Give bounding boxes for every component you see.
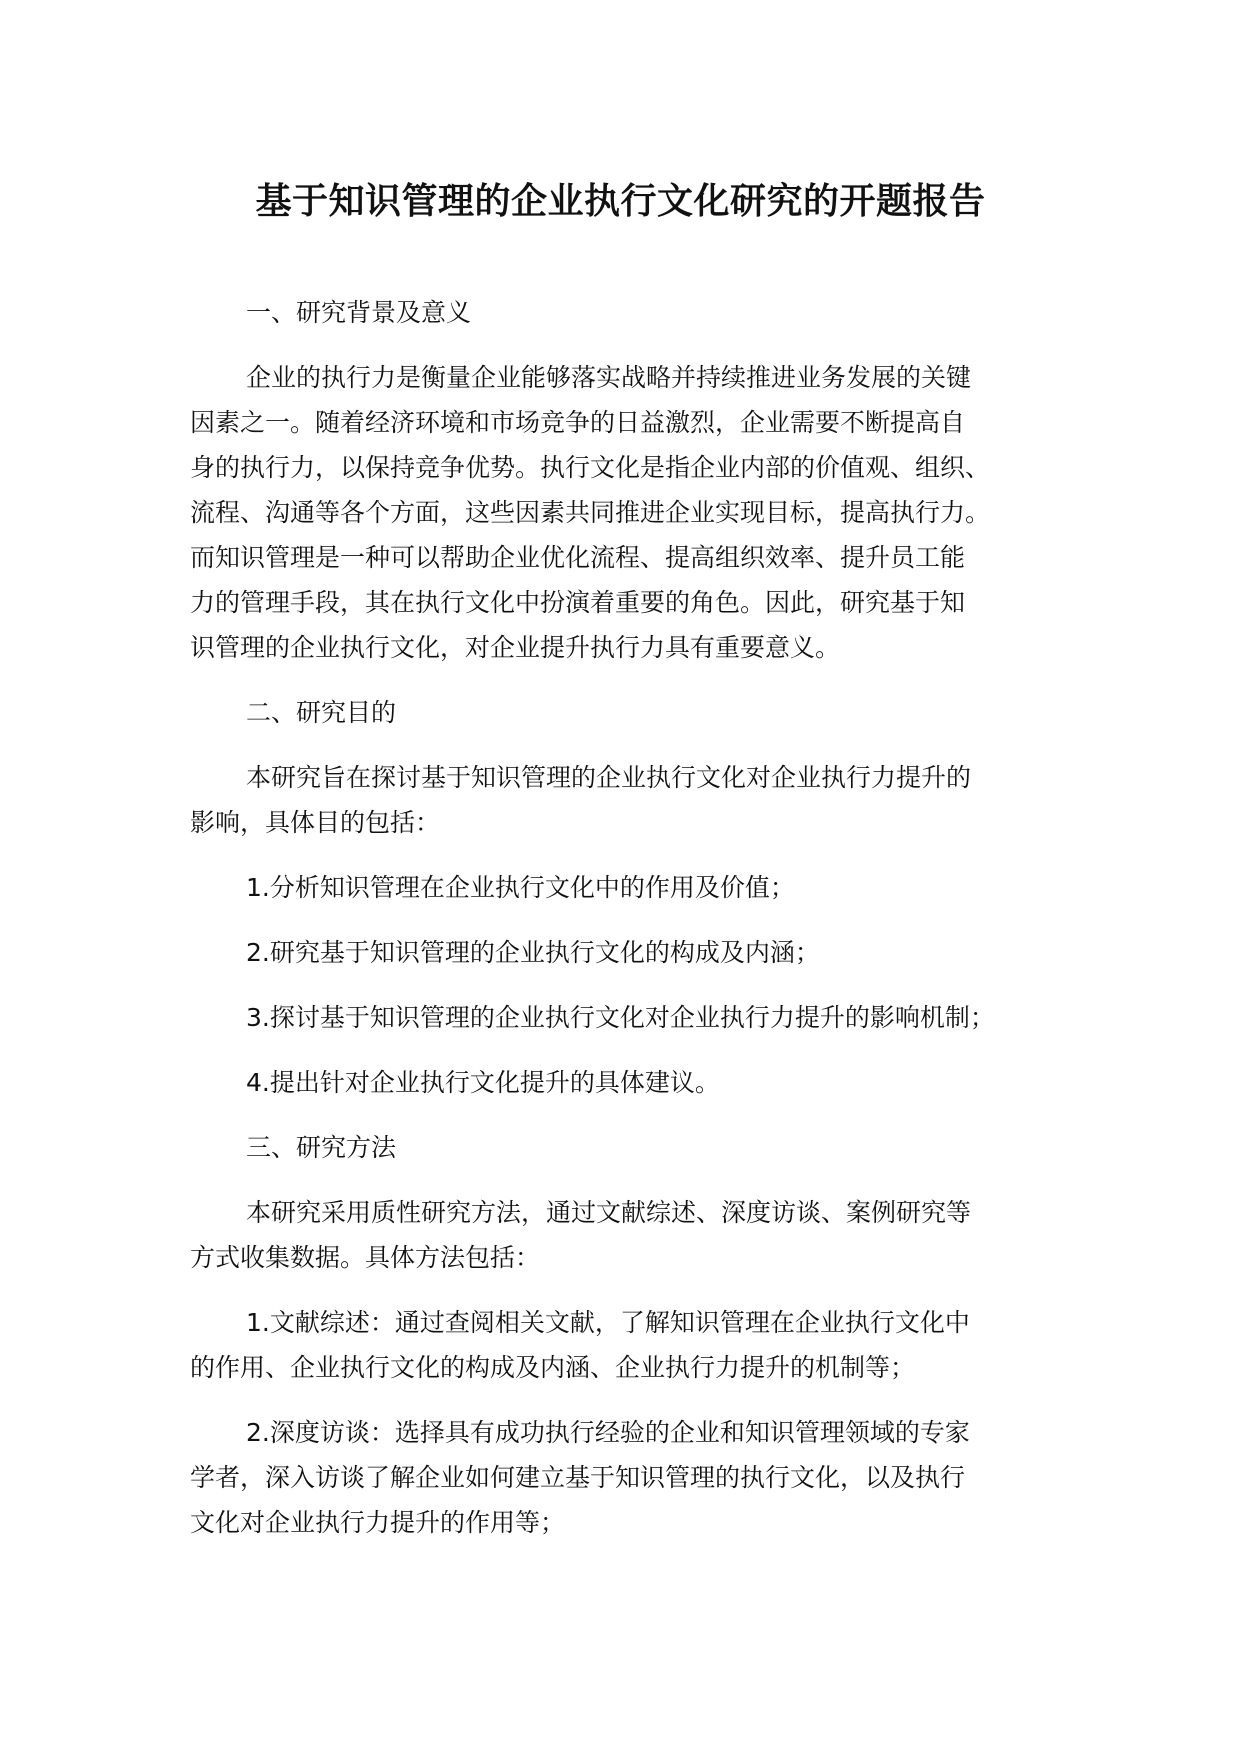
paragraph-line: 身的执行力，以保持竞争优势。执行文化是指企业内部的价值观、组织、 [190,453,991,482]
list-item: 4.提出针对企业执行文化提升的具体建议。 [246,1068,720,1097]
paragraph-line: 的作用、企业执行文化的构成及内涵、企业执行力提升的机制等； [190,1353,916,1382]
section-heading: 二、研究目的 [246,698,397,727]
paragraph-line: 流程、沟通等各个方面，这些因素共同推进企业实现目标，提高执行力。 [190,498,991,527]
section-heading: 一、研究背景及意义 [246,298,472,327]
list-item: 2.研究基于知识管理的企业执行文化的构成及内涵； [246,938,820,967]
paragraph-line: 因素之一。随着经济环境和市场竞争的日益激烈，企业需要不断提高自 [190,408,966,437]
paragraph-line: 1.文献综述：通过查阅相关文献，了解知识管理在企业执行文化中 [246,1308,970,1337]
paragraph-line: 学者，深入访谈了解企业如何建立基于知识管理的执行文化，以及执行 [190,1463,966,1492]
method-item [190,1410,1090,1545]
paragraph-line: 本研究采用质性研究方法，通过文献综述、深度访谈、案例研究等 [246,1198,972,1227]
section-heading: 三、研究方法 [246,1133,397,1162]
paragraph-line: 而知识管理是一种可以帮助企业优化流程、提高组织效率、提升员工能 [190,543,966,572]
paragraph-line: 企业的执行力是衡量企业能够落实战略并持续推进业务发展的关键 [246,363,972,392]
document-body [190,290,1090,1565]
body-paragraph [190,355,1090,670]
list-item: 3.探讨基于知识管理的企业执行文化对企业执行力提升的影响机制； [246,1003,995,1032]
paragraph-line: 力的管理手段，其在执行文化中扮演着重要的角色。因此，研究基于知 [190,588,966,617]
document-title: 基于知识管理的企业执行文化研究的开题报告 [255,181,986,222]
paragraph-line: 影响，具体目的包括： [190,808,441,837]
paragraph-line: 识管理的企业执行文化，对企业提升执行力具有重要意义。 [190,633,841,662]
body-paragraph [190,1190,1090,1280]
paragraph-line: 本研究旨在探讨基于知识管理的企业执行文化对企业执行力提升的 [246,763,972,792]
paragraph-line: 文化对企业执行力提升的作用等； [190,1508,566,1537]
body-paragraph [190,755,1090,845]
list-item: 1.分析知识管理在企业执行文化中的作用及价值； [246,873,795,902]
paragraph-line: 方式收集数据。具体方法包括： [190,1243,541,1272]
paragraph-line: 2.深度访谈：选择具有成功执行经验的企业和知识管理领域的专家 [246,1418,970,1447]
method-item [190,1300,1090,1390]
